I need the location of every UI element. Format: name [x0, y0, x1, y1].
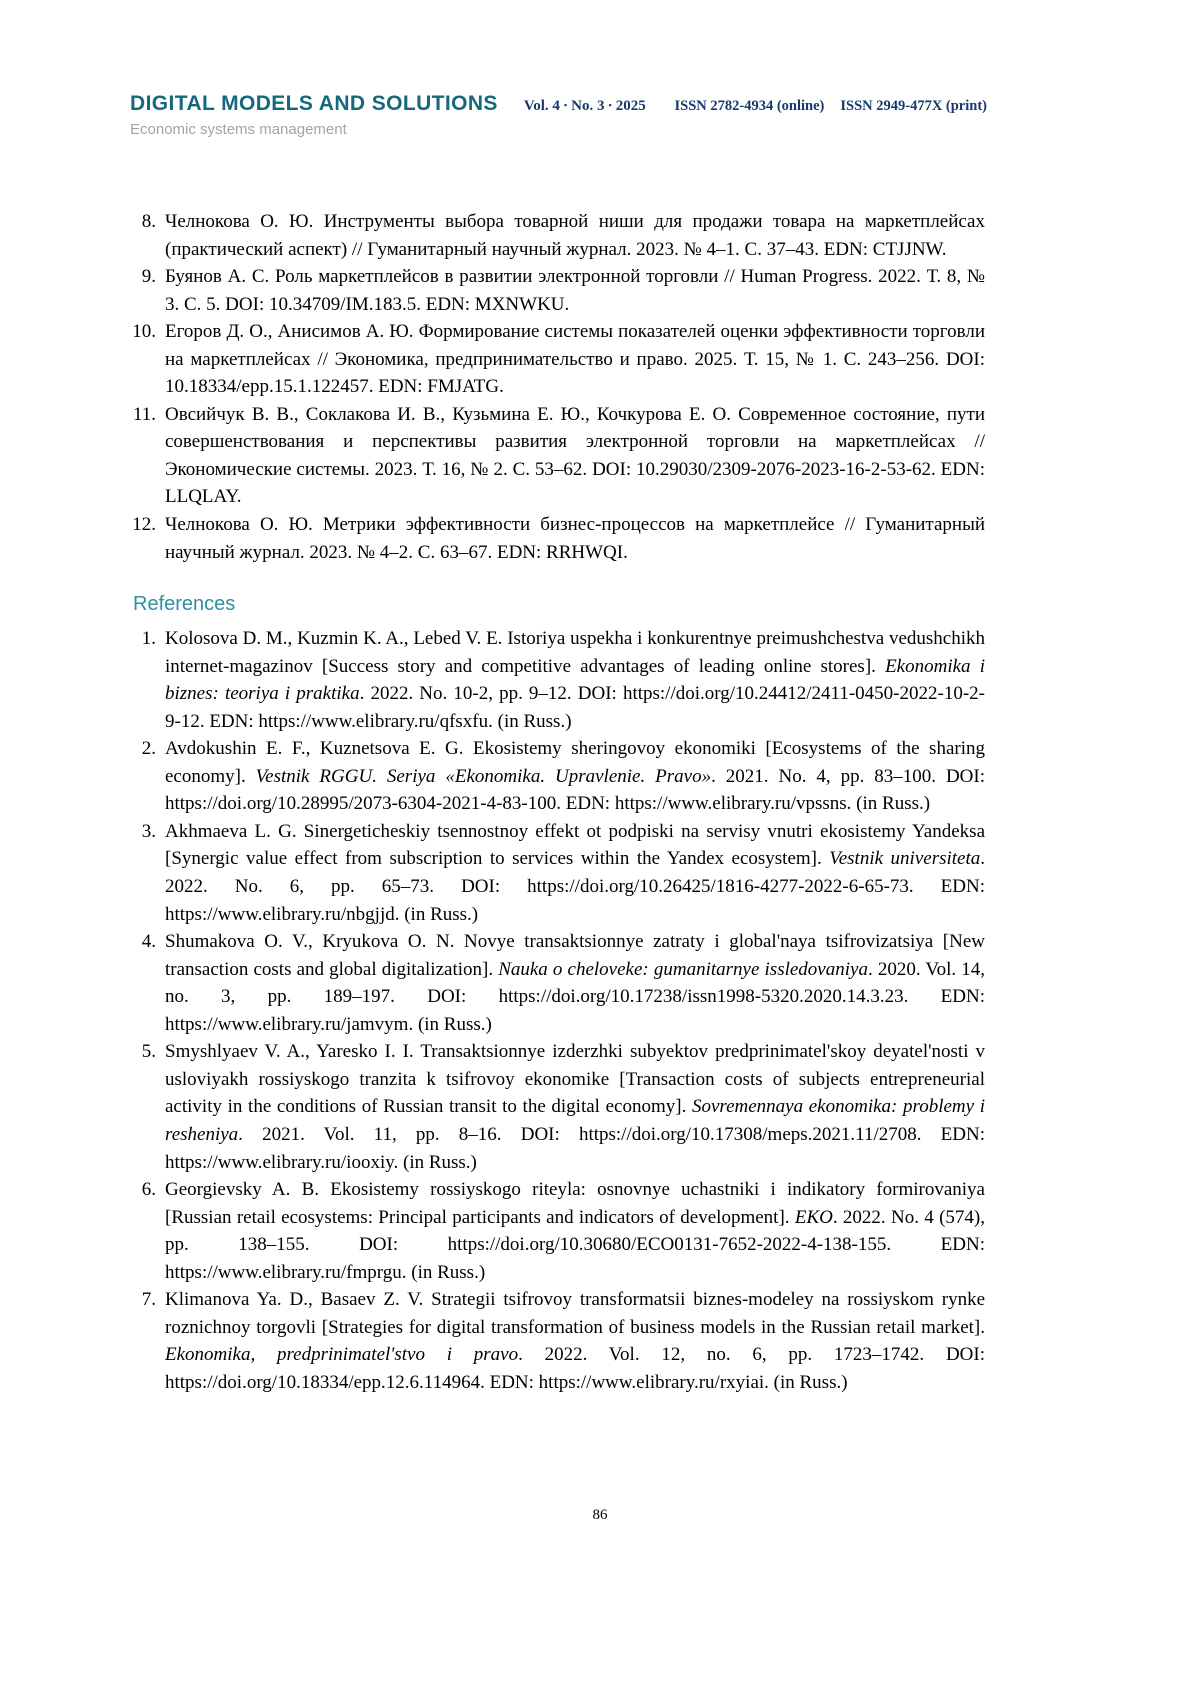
page-number: 86 [592, 1507, 608, 1523]
references-ru-list [131, 208, 985, 566]
reference-item [131, 318, 985, 401]
reference-number: 6. [141, 1179, 156, 1201]
reference-text: Овсийчук В. В., Соклакова И. В., Кузьмина Е. Ю., Кочкурова Е. О. Современное состояние, пути совершенствования и перспективы развития электронной торговли на маркетплейсах // Экономические системы. 2023. Т. 16, № 2. С. 53–62. DOI: 10.29030/2309-2076-2023-16-2-53-62. EDN: LLQLAY. [165, 403, 985, 508]
issn-print: ISSN 2949-477X (print) [840, 98, 987, 114]
reference-number: 3. [141, 820, 156, 842]
journal-subtitle: Economic systems management [130, 121, 347, 138]
reference-item [131, 208, 985, 263]
reference-number: 10. [132, 321, 156, 343]
reference-item [131, 735, 985, 818]
reference-number: 1. [141, 628, 156, 650]
reference-number: 7. [141, 1289, 156, 1311]
reference-text: Avdokushin E. F., Kuznetsova E. G. Ekosistemy sheringovoy ekonomiki [Ecosystems of the sharing economy]. Vestnik RGGU. Seriya «Ekonomika. Upravlenie. Pravo». 2021. No. 4, pp. 83–100. DOI: https://doi.org/10.28995/2073-6304-2021-4-83-100. EDN: https://www.elibrary.ru/vpssns. (in Russ.) [165, 738, 985, 815]
reference-text: Smyshlyaev V. A., Yaresko I. I. Transaktsionnye izderzhki subyektov predprinimatel'skoy deyatel'nosti v usloviyakh rossiyskogo tranzita k tsifrovoy ekonomike [Transaction costs of subjects entrepreneurial activity in the conditions of Russian transit to the digital economy]. Sovremennaya ekonomika: problemy i resheniya. 2021. Vol. 11, pp. 8–16. DOI: https://doi.org/10.17308/meps.2021.11/2708. EDN: https://www.elibrary.ru/iooxiy. (in Russ.) [165, 1041, 986, 1173]
reference-number: 5. [141, 1041, 156, 1063]
reference-text: Akhmaeva L. G. Sinergeticheskiy tsennostnoy effekt ot podpiski na servisy vnutri ekosistemy Yandeksa [Synergic value effect from subscription to services within the Yandex ecosystem]. Vestnik universiteta. 2022. No. 6, pp. 65–73. DOI: https://doi.org/10.26425/1816-4277-2022-6-65-73. EDN: https://www.elibrary.ru/nbgjjd. (in Russ.) [165, 820, 985, 925]
reference-text: Shumakova O. V., Kryukova O. N. Novye transaktsionnye zatraty i global'naya tsifrovizatsiya [New transaction costs and global digitalization]. Nauka o cheloveke: gumanitarnye issledovaniya. 2020. Vol. 14, no. 3, pp. 189–197. DOI: https://doi.org/10.17238/issn1998-5320.2020.14.3.23. EDN: https://www.elibrary.ru/jamvym. (in Russ.) [165, 931, 986, 1035]
reference-text: Челнокова О. Ю. Метрики эффективности бизнес-процессов на маркетплейсе // Гуманитарный научный журнал. 2023. № 4–2. С. 63–67. EDN: RRHWQI. [165, 514, 985, 563]
reference-item [131, 263, 985, 318]
reference-text: Буянов А. С. Роль маркетплейсов в развитии электронной торговли // Human Progress. 2022. Т. 8, № 3. С. 5. DOI: 10.34709/IM.183.5. EDN: MXNWKU. [165, 266, 985, 315]
reference-number: 12. [132, 514, 156, 536]
issn-online: ISSN 2782-4934 (online) [674, 98, 825, 114]
reference-item [131, 818, 985, 928]
header-top-row [130, 92, 987, 116]
reference-item [131, 1286, 985, 1396]
reference-text: Егоров Д. О., Анисимов А. Ю. Формирование системы показателей оценки эффективности торговли на маркетплейсах // Экономика, предпринимательство и право. 2025. Т. 15, № 1. С. 243–256. DOI: 10.18334/epp.15.1.122457. EDN: FMJATG. [165, 321, 985, 398]
reference-number: 9. [141, 266, 156, 288]
references-en-list [131, 625, 985, 1396]
volume-info: Vol. 4 ∙ No. 3 ∙ 2025 [523, 98, 646, 114]
reference-item [131, 928, 985, 1038]
reference-text: Kolosova D. M., Kuzmin K. A., Lebed V. E. Istoriya uspekha i konkurentnye preimushchestva vedushchikh internet-magazinov [Success story and competitive advantages of leading online stores]. Ekonomika i biznes: teoriya i praktika. 2022. No. 10-2, pp. 9–12. DOI: https://doi.org/10.24412/2411-0450-2022-10-2-9-12. EDN: https://www.elibrary.ru/qfsxfu. (in Russ.) [165, 628, 985, 732]
reference-item [131, 1038, 985, 1176]
journal-title: DIGITAL MODELS AND SOLUTIONS [130, 92, 498, 115]
page-footer [0, 1506, 1200, 1524]
reference-number: 11. [132, 403, 156, 425]
reference-text: Klimanova Ya. D., Basaev Z. V. Strategii tsifrovoy transformatsii biznes-modeley na rossiyskom rynke roznichnoy torgovli [Strategies for digital transformation of business models in the Russian retail market]. Ekonomika, predprinimatel'stvo i pravo. 2022. Vol. 12, no. 6, pp. 1723–1742. DOI: https://doi.org/10.18334/epp.12.6.114964. EDN: https://www.elibrary.ru/rxyiai. (in Russ.) [165, 1289, 985, 1393]
reference-item [131, 1176, 985, 1286]
page-header [130, 92, 987, 138]
reference-item [131, 511, 985, 566]
issn-block [675, 98, 987, 115]
reference-number: 2. [141, 738, 156, 760]
reference-number: 8. [141, 211, 156, 232]
reference-number: 4. [141, 931, 156, 953]
reference-text: Georgievsky A. B. Ekosistemy rossiyskogo riteyla: osnovnye uchastniki i indikatory formirovaniya [Russian retail ecosystems: Principal participants and indicators of development]. EKO. 2022. No. 4 (574), pp. 138–155. DOI: https://doi.org/10.30680/ECO0131-7652-2022-4-138-155. EDN: https://www.elibrary.ru/fmprgu. (in Russ.) [165, 1179, 985, 1283]
references-heading: References [133, 593, 236, 616]
references-content [131, 208, 985, 1396]
reference-text: Челнокова О. Ю. Инструменты выбора товарной ниши для продажи товара на маркетплейсах (практический аспект) // Гуманитарный научный журнал. 2023. № 4–1. С. 37–43. EDN: CTJJNW. [165, 211, 985, 260]
reference-item [131, 625, 985, 735]
reference-item [131, 401, 985, 511]
